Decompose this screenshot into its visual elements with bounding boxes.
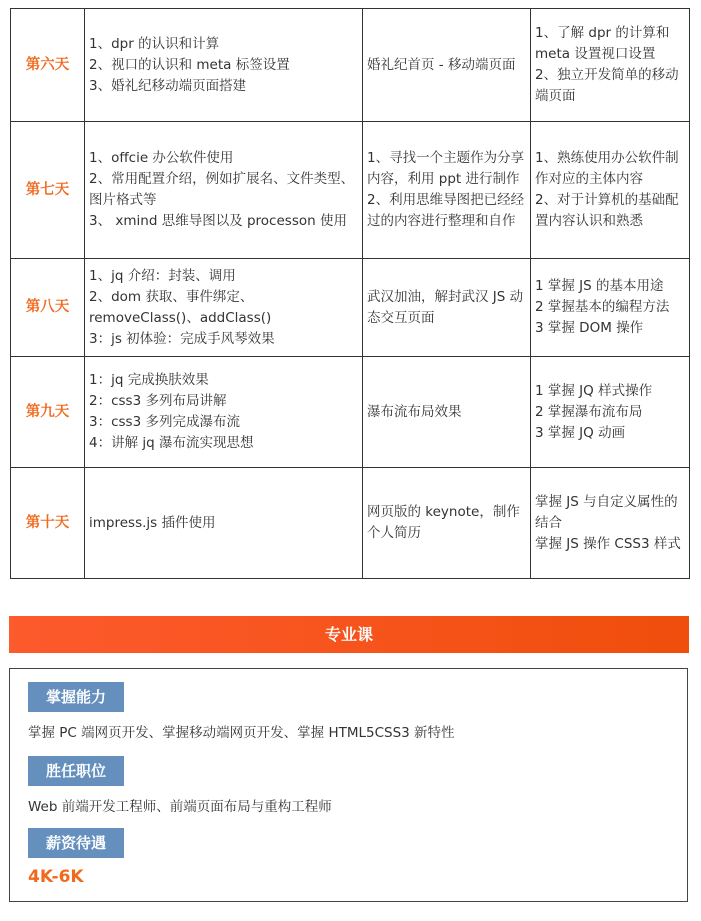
ability-text: 掌握 PC 端网页开发、掌握移动端网页开发、掌握 HTML5CSS3 新特性 <box>28 725 455 741</box>
goal-line: 3 掌握 DOM 操作 <box>535 320 644 336</box>
goal-line: 2、独立开发简单的移动端页面 <box>535 67 679 104</box>
content-line: 1、jq 介绍：封装、调用 <box>89 267 236 284</box>
project-line: 瀑布流布局效果 <box>367 403 462 420</box>
goal-line: 掌握 JS 操作 CSS3 样式 <box>535 535 681 552</box>
salary-value: 4K-6K <box>28 867 84 887</box>
project-line: 婚礼纪首页 - 移动端页面 <box>367 56 516 73</box>
goals-cell <box>531 357 690 468</box>
schedule-row <box>11 468 690 579</box>
schedule-row <box>11 259 690 357</box>
ability-tag: 掌握能力 <box>28 682 124 712</box>
goals-cell <box>531 259 690 357</box>
goal-line: 2、对于计算机的基础配置内容认识和熟悉 <box>535 192 679 229</box>
content-line: 1、dpr 的认识和计算 <box>89 35 220 52</box>
goal-line: 1、了解 dpr 的计算和 meta 设置视口设置 <box>535 25 670 62</box>
content-cell <box>85 357 363 468</box>
day-label: 第十天 <box>11 468 85 579</box>
project-cell <box>363 259 531 357</box>
content-line: 3：js 初体验：完成手风琴效果 <box>89 330 275 347</box>
project-line: 网页版的 keynote，制作个人简历 <box>367 504 520 541</box>
content-line: 3：css3 多列完成瀑布流 <box>89 414 240 430</box>
goal-line: 1 掌握 JS 的基本用途 <box>535 278 664 294</box>
content-cell <box>85 9 363 122</box>
project-line: 1、寻找一个主题作为分享内容，利用 ppt 进行制作 <box>367 150 525 187</box>
position-text: Web 前端开发工程师、前端页面布局与重构工程师 <box>28 799 332 815</box>
course-info-box <box>9 668 688 902</box>
goals-cell <box>531 9 690 122</box>
content-cell <box>85 468 363 579</box>
content-line: 2：css3 多列布局讲解 <box>89 393 227 409</box>
content-line: 3、婚礼纪移动端页面搭建 <box>89 77 247 94</box>
day-label: 第九天 <box>11 357 85 468</box>
project-line: 2、利用思维导图把已经经过的内容进行整理和自作 <box>367 192 525 229</box>
content-line: 2、视口的认识和 meta 标签设置 <box>89 56 290 73</box>
goal-line: 掌握 JS 与自定义属性的结合 <box>535 493 678 531</box>
schedule-row <box>11 9 690 122</box>
content-cell <box>85 122 363 259</box>
content-line: 4：讲解 jq 瀑布流实现思想 <box>89 435 254 451</box>
content-cell <box>85 259 363 357</box>
day-label: 第六天 <box>11 9 85 122</box>
project-cell <box>363 468 531 579</box>
goal-line: 1 掌握 JQ 样式操作 <box>535 382 653 399</box>
goal-line: 2 掌握基本的编程方法 <box>535 299 670 315</box>
schedule-row <box>11 122 690 259</box>
content-line: 1、offcie 办公软件使用 <box>89 150 234 166</box>
project-line: 武汉加油，解封武汉 JS 动态交互页面 <box>367 288 524 326</box>
goals-cell <box>531 122 690 259</box>
content-line: 3、 xmind 思维导图以及 processon 使用 <box>89 213 347 229</box>
schedule-table <box>10 8 690 579</box>
day-label: 第八天 <box>11 259 85 357</box>
project-cell <box>363 9 531 122</box>
goal-line: 3 掌握 JQ 动画 <box>535 424 626 441</box>
goal-line: 2 掌握瀑布流布局 <box>535 403 643 420</box>
goals-cell <box>531 468 690 579</box>
project-cell <box>363 122 531 259</box>
day-label: 第七天 <box>11 122 85 259</box>
section-banner: 专业课 <box>9 616 689 653</box>
project-cell <box>363 357 531 468</box>
salary-tag: 薪资待遇 <box>28 828 124 858</box>
content-line: 2、常用配置介绍，例如扩展名、文件类型、图片格式等 <box>89 171 355 208</box>
goal-line: 1、熟练使用办公软件制作对应的主体内容 <box>535 150 679 187</box>
schedule-row <box>11 357 690 468</box>
content-line: 1：jq 完成换肤效果 <box>89 372 209 388</box>
position-tag: 胜任职位 <box>28 756 124 786</box>
content-line: impress.js 插件使用 <box>89 514 216 531</box>
content-line: 2、dom 获取、事件绑定、removeClass()、addClass() <box>89 288 272 326</box>
